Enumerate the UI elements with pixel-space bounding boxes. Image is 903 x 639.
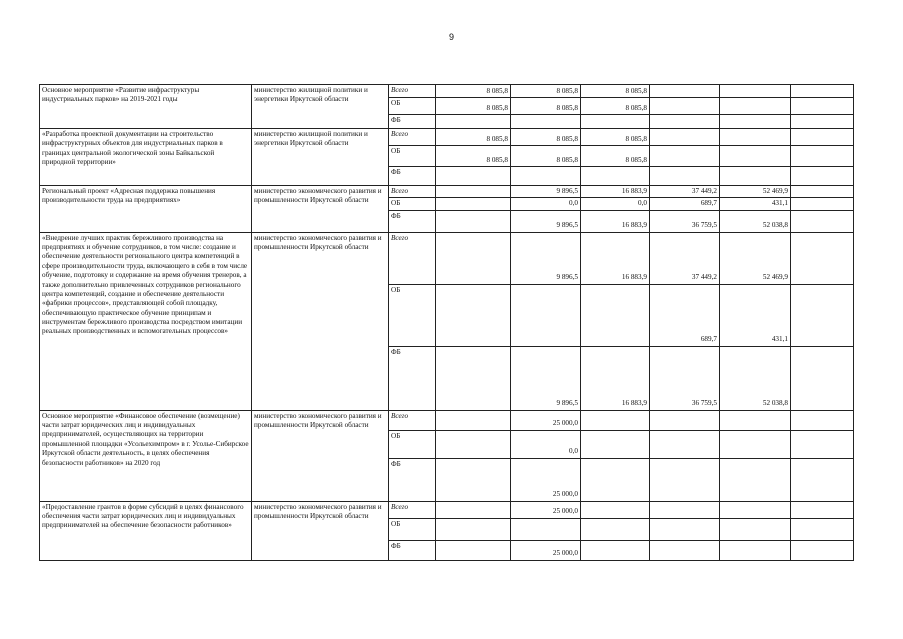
funding-source-cell: Всего bbox=[389, 232, 436, 284]
amount-cell bbox=[436, 284, 511, 346]
amount-cell bbox=[581, 430, 650, 458]
amount-cell bbox=[581, 501, 650, 518]
amount-cell: 8 085,8 bbox=[511, 85, 581, 98]
amount-cell bbox=[720, 518, 791, 540]
amount-cell: 25 000,0 bbox=[511, 410, 581, 430]
amount-cell bbox=[650, 540, 720, 560]
amount-cell: 0,0 bbox=[511, 430, 581, 458]
amount-cell bbox=[720, 458, 791, 501]
amount-cell bbox=[650, 458, 720, 501]
amount-cell: 0,0 bbox=[581, 198, 650, 210]
table-row bbox=[40, 85, 854, 98]
amount-cell bbox=[436, 458, 511, 501]
funding-source-cell: ОБ bbox=[389, 198, 436, 210]
amount-cell bbox=[650, 518, 720, 540]
executor-cell: министерство экономического развития и промышленности Иркутской области bbox=[252, 501, 389, 560]
funding-source-cell: ОБ bbox=[389, 430, 436, 458]
amount-cell: 0,0 bbox=[511, 198, 581, 210]
funding-source-cell: ОБ bbox=[389, 284, 436, 346]
amount-cell bbox=[791, 458, 854, 501]
amount-cell bbox=[581, 410, 650, 430]
amount-cell bbox=[791, 146, 854, 167]
amount-cell bbox=[436, 198, 511, 210]
amount-cell bbox=[436, 186, 511, 198]
amount-cell: 52 469,9 bbox=[720, 232, 791, 284]
amount-cell bbox=[791, 346, 854, 410]
amount-cell: 431,1 bbox=[720, 198, 791, 210]
amount-cell bbox=[650, 98, 720, 115]
amount-cell: 25 000,0 bbox=[511, 501, 581, 518]
amount-cell bbox=[581, 167, 650, 186]
amount-cell: 8 085,8 bbox=[436, 146, 511, 167]
executor-cell: министерство жилищной политики и энергетики Иркутской области bbox=[252, 85, 389, 129]
amount-cell bbox=[436, 210, 511, 232]
amount-cell bbox=[581, 115, 650, 129]
amount-cell bbox=[650, 129, 720, 146]
amount-cell bbox=[436, 346, 511, 410]
amount-cell bbox=[581, 518, 650, 540]
amount-cell bbox=[436, 115, 511, 129]
funding-source-cell: Всего bbox=[389, 85, 436, 98]
funding-source-cell: ФБ bbox=[389, 210, 436, 232]
amount-cell bbox=[650, 430, 720, 458]
amount-cell bbox=[791, 410, 854, 430]
amount-cell: 8 085,8 bbox=[436, 98, 511, 115]
funding-source-cell: ФБ bbox=[389, 167, 436, 186]
activity-description: Основное мероприятие «Финансовое обеспечение (возмещение) части затрат юридических лиц и индивидуальных предпринимателей, осуществляющих на территории промышленной площадки «Усольехимпром» в г. Усолье-Сибирское Иркутской области деятельность, в целях обеспечения безопасности работников» на 2020 год bbox=[40, 410, 252, 501]
amount-cell bbox=[436, 518, 511, 540]
amount-cell bbox=[436, 540, 511, 560]
funding-source-cell: ОБ bbox=[389, 146, 436, 167]
amount-cell: 16 883,9 bbox=[581, 232, 650, 284]
amount-cell: 36 759,5 bbox=[650, 210, 720, 232]
amount-cell bbox=[720, 115, 791, 129]
amount-cell: 8 085,8 bbox=[511, 146, 581, 167]
amount-cell bbox=[511, 115, 581, 129]
table-row bbox=[40, 186, 854, 198]
amount-cell: 8 085,8 bbox=[436, 85, 511, 98]
amount-cell bbox=[791, 198, 854, 210]
amount-cell bbox=[720, 146, 791, 167]
amount-cell: 9 896,5 bbox=[511, 186, 581, 198]
funding-source-cell: ФБ bbox=[389, 115, 436, 129]
amount-cell bbox=[650, 501, 720, 518]
amount-cell bbox=[791, 129, 854, 146]
amount-cell bbox=[791, 232, 854, 284]
amount-cell: 8 085,8 bbox=[511, 129, 581, 146]
amount-cell bbox=[720, 410, 791, 430]
amount-cell: 9 896,5 bbox=[511, 346, 581, 410]
amount-cell bbox=[720, 85, 791, 98]
amount-cell bbox=[791, 210, 854, 232]
funding-source-cell: ОБ bbox=[389, 518, 436, 540]
amount-cell: 25 000,0 bbox=[511, 458, 581, 501]
activity-description: Региональный проект «Адресная поддержка повышения производительности труда на предприятиях» bbox=[40, 186, 252, 233]
table-row bbox=[40, 410, 854, 430]
amount-cell bbox=[791, 115, 854, 129]
amount-cell bbox=[511, 284, 581, 346]
funding-source-cell: ФБ bbox=[389, 540, 436, 560]
amount-cell bbox=[720, 501, 791, 518]
funding-source-cell: ФБ bbox=[389, 346, 436, 410]
amount-cell: 8 085,8 bbox=[581, 98, 650, 115]
activity-description: «Предоставление грантов в форме субсидий в целях финансового обеспечения части затрат юридических лиц и индивидуальных предпринимателей на обеспечение безопасности работников» bbox=[40, 501, 252, 560]
amount-cell bbox=[581, 540, 650, 560]
amount-cell bbox=[650, 85, 720, 98]
amount-cell bbox=[720, 129, 791, 146]
amount-cell bbox=[511, 518, 581, 540]
amount-cell: 431,1 bbox=[720, 284, 791, 346]
funding-source-cell: Всего bbox=[389, 501, 436, 518]
amount-cell: 9 896,5 bbox=[511, 232, 581, 284]
executor-cell: министерство экономического развития и промышленности Иркутской области bbox=[252, 232, 389, 410]
amount-cell bbox=[720, 167, 791, 186]
amount-cell bbox=[791, 518, 854, 540]
activity-description: Основное мероприятие «Развитие инфраструктуры индустриальных парков» на 2019-2021 годы bbox=[40, 85, 252, 129]
funding-source-cell: Всего bbox=[389, 129, 436, 146]
amount-cell: 52 469,9 bbox=[720, 186, 791, 198]
amount-cell bbox=[791, 186, 854, 198]
amount-cell bbox=[436, 232, 511, 284]
executor-cell: министерство экономического развития и промышленности Иркутской области bbox=[252, 186, 389, 233]
funding-source-cell: ОБ bbox=[389, 98, 436, 115]
amount-cell: 16 883,9 bbox=[581, 186, 650, 198]
amount-cell: 9 896,5 bbox=[511, 210, 581, 232]
amount-cell bbox=[436, 167, 511, 186]
amount-cell bbox=[720, 540, 791, 560]
amount-cell: 8 085,8 bbox=[511, 98, 581, 115]
funding-source-cell: Всего bbox=[389, 186, 436, 198]
budget-table bbox=[39, 84, 854, 561]
amount-cell bbox=[720, 430, 791, 458]
amount-cell bbox=[650, 146, 720, 167]
amount-cell bbox=[650, 115, 720, 129]
activity-description: «Внедрение лучших практик бережливого производства на предприятиях и обучение сотрудников, в том числе: создание и обеспечение деятельности регионального центра компетенций в сфере производительности труда, включающего в себя в том числе обучение, подготовку и содержание на время обучения тренеров, а также дополнительно привлеченных сотрудников регионального центра компетенций, создание и обеспечение деятельности «фабрики процессов», представляющей собой площадку, обеспечивающую практическое обучение принципам и инструментам бережливого производства посредством имитации реальных производственных и вспомогательных процессов» bbox=[40, 232, 252, 410]
table-row bbox=[40, 501, 854, 518]
amount-cell: 689,7 bbox=[650, 198, 720, 210]
amount-cell: 16 883,9 bbox=[581, 210, 650, 232]
amount-cell bbox=[436, 410, 511, 430]
executor-cell: министерство экономического развития и промышленности Иркутской области bbox=[252, 410, 389, 501]
funding-source-cell: ФБ bbox=[389, 458, 436, 501]
activity-description: «Разработка проектной документации на строительство инфраструктурных объектов для индустриальных парков в границах центральной экологической зоны Байкальской природной территории» bbox=[40, 129, 252, 186]
amount-cell bbox=[720, 98, 791, 115]
amount-cell: 8 085,8 bbox=[436, 129, 511, 146]
amount-cell: 52 038,8 bbox=[720, 210, 791, 232]
amount-cell: 37 449,2 bbox=[650, 232, 720, 284]
amount-cell bbox=[791, 98, 854, 115]
amount-cell: 8 085,8 bbox=[581, 129, 650, 146]
amount-cell bbox=[791, 284, 854, 346]
amount-cell: 36 759,5 bbox=[650, 346, 720, 410]
executor-cell: министерство жилищной политики и энергетики Иркутской области bbox=[252, 129, 389, 186]
funding-source-cell: Всего bbox=[389, 410, 436, 430]
page-number: 9 bbox=[448, 32, 454, 42]
amount-cell: 37 449,2 bbox=[650, 186, 720, 198]
amount-cell: 8 085,8 bbox=[581, 85, 650, 98]
amount-cell bbox=[791, 85, 854, 98]
amount-cell bbox=[791, 430, 854, 458]
amount-cell bbox=[650, 410, 720, 430]
amount-cell bbox=[791, 167, 854, 186]
amount-cell: 689,7 bbox=[650, 284, 720, 346]
amount-cell bbox=[791, 540, 854, 560]
amount-cell bbox=[436, 501, 511, 518]
amount-cell bbox=[791, 501, 854, 518]
amount-cell: 52 038,8 bbox=[720, 346, 791, 410]
amount-cell: 16 883,9 bbox=[581, 346, 650, 410]
amount-cell bbox=[436, 430, 511, 458]
amount-cell bbox=[511, 167, 581, 186]
amount-cell: 8 085,8 bbox=[581, 146, 650, 167]
amount-cell: 25 000,0 bbox=[511, 540, 581, 560]
amount-cell bbox=[581, 458, 650, 501]
amount-cell bbox=[581, 284, 650, 346]
table-row bbox=[40, 129, 854, 146]
table-row bbox=[40, 232, 854, 284]
amount-cell bbox=[650, 167, 720, 186]
